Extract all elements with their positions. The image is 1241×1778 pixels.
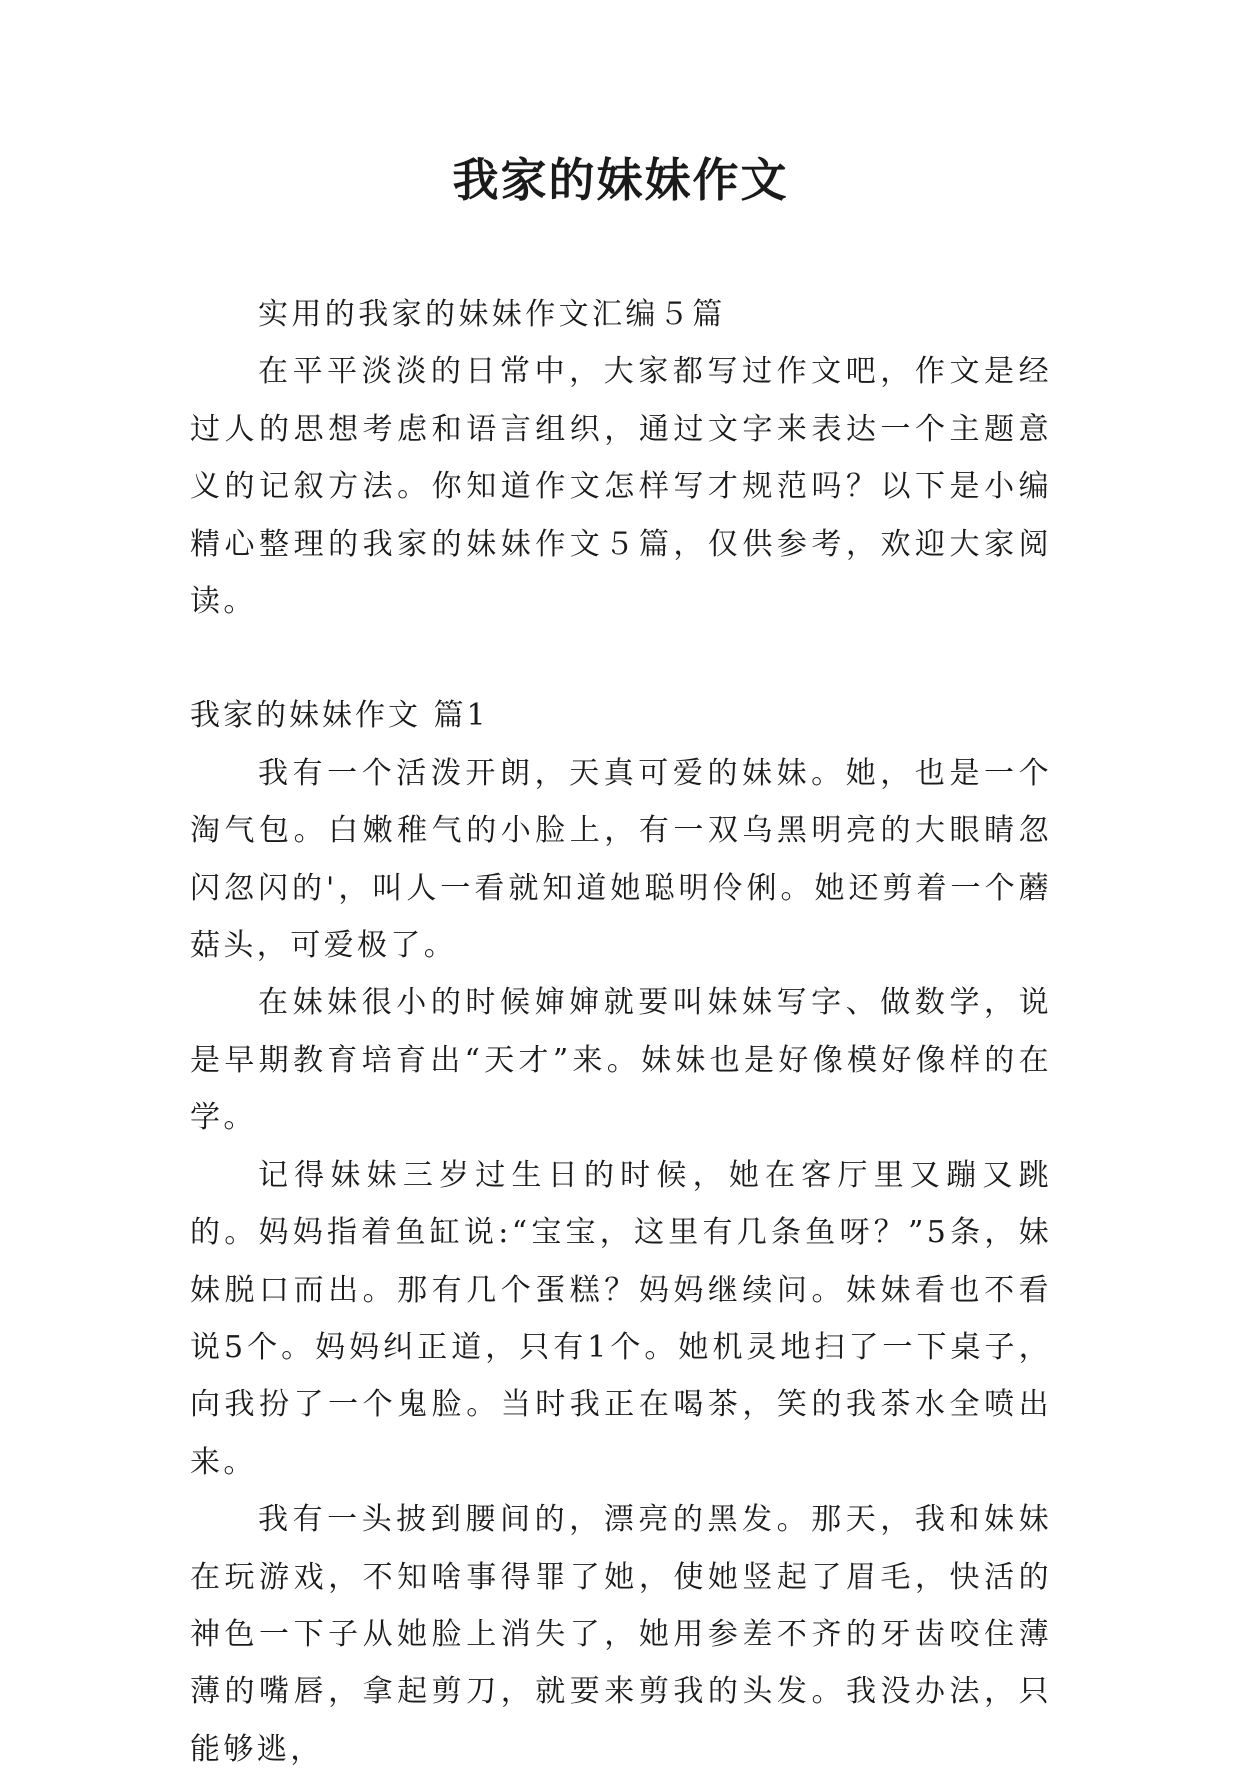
body-paragraph: 在妹妹很小的时候婶婶就要叫妹妹写字、做数学，说是早期教育培育出“天才”来。妹妹也是好像模好像样的在学。 <box>190 985 1052 1136</box>
section-spacer <box>190 630 1052 687</box>
subtitle-paragraph: 实用的我家的妹妹作文汇编５篇 <box>258 297 726 332</box>
body-paragraph: 我有一个活泼开朗，天真可爱的妹妹。她，也是一个淘气包。白嫩稚气的小脸上，有一双乌黑明亮的大眼睛忽闪忽闪的'，叫人一看就知道她聪明伶俐。她还剪着一个蘑菇头，可爱极了。 <box>190 755 1052 964</box>
body-paragraph: 我有一头披到腰间的，漂亮的黑发。那天，我和妹妹在玩游戏，不知啥事得罪了她，使她竖起了眉毛，快活的神色一下子从她脸上消失了，她用参差不齐的牙齿咬住薄薄的嘴唇，拿起剪刀，就要来剪我的头发。我没办法，只能够逃， <box>190 1502 1052 1767</box>
section-heading: 我家的妹妹作文 篇1 <box>190 698 489 734</box>
body-paragraph: 记得妹妹三岁过生日的时候，她在客厅里又蹦又跳的。妈妈指着鱼缸说:“宝宝，这里有几条鱼呀？”5条，妹妹脱口而出。那有几个蛋糕？妈妈继续问。妹妹看也不看说5个。妈妈纠正道，只有1个。她机灵地扫了一下桌子，向我扮了一个鬼脸。当时我正在喝茶，笑的我茶水全喷出来。 <box>190 1157 1052 1480</box>
intro-paragraph: 在平平淡淡的日常中，大家都写过作文吧，作文是经过人的思想考虑和语言组织，通过文字来表达一个主题意义的记叙方法。你知道作文怎样写才规范吗？以下是小编精心整理的我家的妹妹作文５篇，仅供参考，欢迎大家阅读。 <box>190 354 1052 620</box>
document-body <box>190 286 1052 1778</box>
document-title: 我家的妹妹作文 <box>452 153 789 207</box>
